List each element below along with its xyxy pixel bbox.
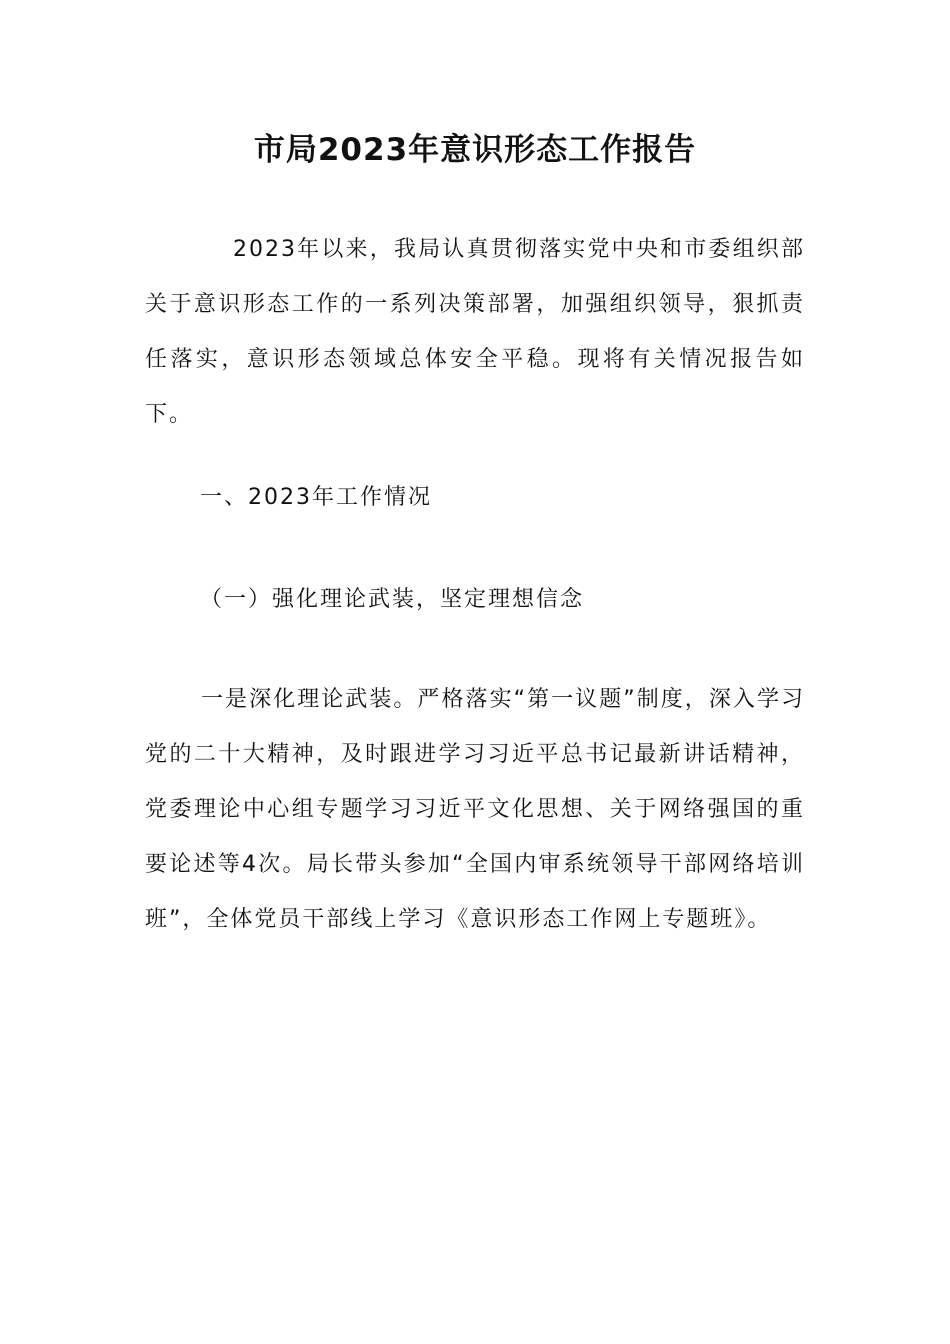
section-heading: 一、2023年工作情况 (200, 485, 432, 510)
subsection-heading: （一）强化理论武装，坚定理想信念 (200, 587, 585, 612)
document-title: 市局2023年意识形态工作报告 (253, 132, 697, 168)
body-paragraph: 一是深化理论武装。严格落实“第一议题”制度，深入学习党的二十大精神，及时跟进学习习近平总书记最新讲话精神，党委理论中心组专题学习习近平文化思想、关于网络强国的重要论述等4次。局长带头参加“全国内审系统领导干部网络培训班”，全体党员干部线上学习《意识形态工作网上专题班》。 (145, 687, 805, 932)
intro-paragraph: 2023年以来，我局认真贯彻落实党中央和市委组织部关于意识形态工作的一系列决策部署，加强组织领导，狠抓责任落实，意识形态领域总体安全平稳。现将有关情况报告如下。 (145, 237, 805, 427)
